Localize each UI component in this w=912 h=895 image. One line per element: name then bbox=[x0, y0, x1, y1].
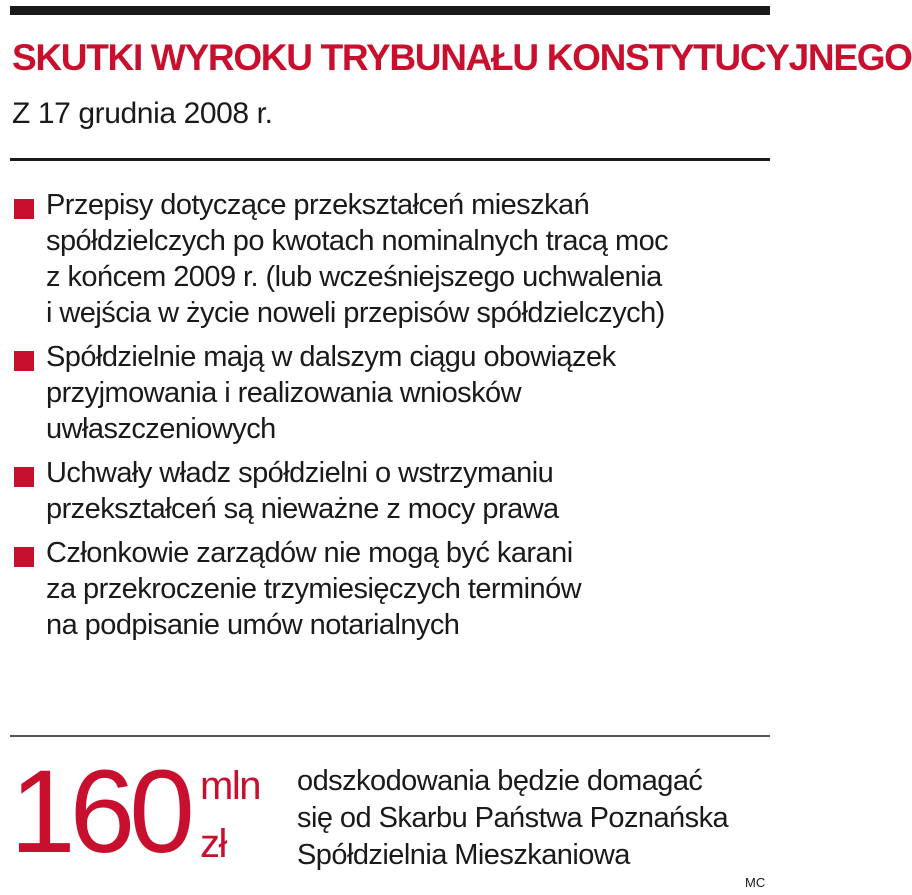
red-square-bullet-icon bbox=[14, 547, 34, 567]
page-title: SKUTKI WYROKU TRYBUNAŁU KONSTYTUCYJNEGO bbox=[12, 37, 912, 78]
list-item-line: Przepisy dotyczące przekształceń mieszkań bbox=[46, 189, 590, 221]
highlight-description bbox=[297, 763, 767, 874]
red-square-bullet-icon bbox=[14, 199, 34, 219]
highlight-unit-bottom: zł bbox=[200, 822, 226, 866]
list-item-line: przekształceń są nieważne z mocy prawa bbox=[46, 493, 559, 525]
red-square-bullet-icon bbox=[14, 467, 34, 487]
list-item-line: Uchwały władz spółdzielni o wstrzymaniu bbox=[46, 457, 554, 489]
description-line: Spółdzielnia Mieszkaniowa bbox=[297, 839, 630, 871]
list-item-line: Spółdzielnie mają w dalszym ciągu obowiązek bbox=[46, 341, 616, 373]
author-initials: MC bbox=[745, 875, 766, 890]
list-item-line: na podpisanie umów notarialnych bbox=[46, 609, 460, 641]
list-item-line: przyjmowania i realizowania wniosków bbox=[46, 377, 522, 409]
list-item-line: Członkowie zarządów nie mogą być karani bbox=[46, 537, 573, 569]
list-item-line: za przekroczenie trzymiesięczych terminów bbox=[46, 573, 582, 605]
divider-bottom bbox=[10, 735, 770, 737]
list-item-line: uwłaszczeniowych bbox=[46, 413, 276, 445]
list-item bbox=[14, 339, 774, 447]
highlight-unit-top: mln bbox=[200, 764, 260, 808]
red-square-bullet-icon bbox=[14, 351, 34, 371]
list-item bbox=[14, 455, 774, 527]
highlight-number: 160 bbox=[10, 746, 189, 878]
top-rule bbox=[10, 6, 770, 15]
list-item bbox=[14, 535, 774, 643]
list-item-line: z końcem 2009 r. (lub wcześniejszego uchwalenia bbox=[46, 261, 662, 293]
list-item-line: i wejścia w życie noweli przepisów spółdzielczych) bbox=[46, 297, 665, 329]
list-item-line: spółdzielczych po kwotach nominalnych tracą moc bbox=[46, 225, 669, 257]
page-subtitle: Z 17 grudnia 2008 r. bbox=[12, 97, 273, 130]
description-line: się od Skarbu Państwa Poznańska bbox=[297, 802, 729, 834]
divider-top bbox=[10, 158, 770, 161]
bullet-list bbox=[14, 187, 774, 651]
description-line: odszkodowania będzie domagać bbox=[297, 765, 703, 797]
list-item bbox=[14, 187, 774, 331]
